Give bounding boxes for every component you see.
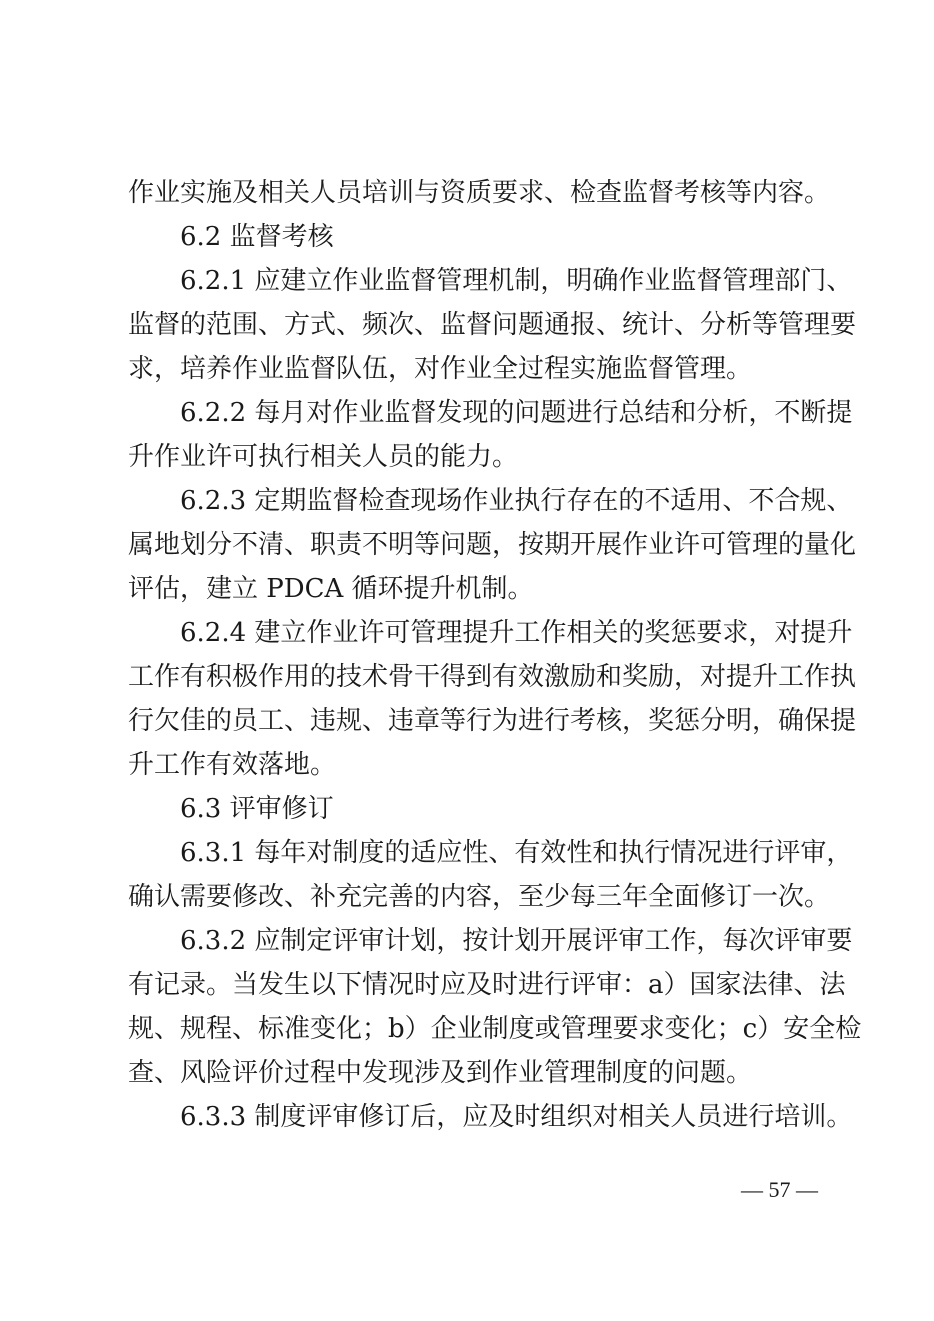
text-line	[0, 566, 934, 612]
paragraph-text: 查、风险评价过程中发现涉及到作业管理制度的问题。	[128, 1058, 753, 1088]
paragraph-text: 升工作有效落地。	[128, 750, 337, 780]
text-line	[0, 962, 934, 1008]
paragraph-text: 6.3.2 应制定评审计划，按计划开展评审工作，每次评审要	[180, 926, 853, 956]
paragraph-text: 6.3.3 制度评审修订后，应及时组织对相关人员进行培训。	[180, 1102, 853, 1132]
paragraph-text: 升作业许可执行相关人员的能力。	[128, 442, 519, 472]
text-line	[0, 346, 934, 392]
text-line	[0, 786, 934, 832]
text-line	[0, 170, 934, 216]
text-line	[0, 698, 934, 744]
text-line	[0, 918, 934, 964]
paragraph-text: 6.2.1 应建立作业监督管理机制，明确作业监督管理部门、	[180, 266, 853, 296]
paragraph-text: 6.3.1 每年对制度的适应性、有效性和执行情况进行评审，	[180, 838, 853, 868]
paragraph-text: 工作有积极作用的技术骨干得到有效激励和奖励，对提升工作执	[128, 662, 857, 692]
text-line	[0, 610, 934, 656]
paragraph-text: 属地划分不清、职责不明等问题，按期开展作业许可管理的量化	[128, 530, 857, 560]
text-line	[0, 742, 934, 788]
paragraph-text: 确认需要修改、补充完善的内容，至少每三年全面修订一次。	[128, 882, 831, 912]
text-line	[0, 258, 934, 304]
text-line	[0, 1050, 934, 1096]
section-heading-6-2: 6.2 监督考核	[180, 222, 334, 252]
paragraph-text: 有记录。当发生以下情况时应及时进行评审：a）国家法律、法	[128, 970, 846, 1000]
section-heading-6-3: 6.3 评审修订	[180, 794, 334, 824]
text-line	[0, 302, 934, 348]
paragraph-text: 评估，建立 PDCA 循环提升机制。	[128, 574, 534, 604]
paragraph-text: 6.2.3 定期监督检查现场作业执行存在的不适用、不合规、	[180, 486, 853, 516]
text-line	[0, 830, 934, 876]
paragraph-text: 6.2.2 每月对作业监督发现的问题进行总结和分析，不断提	[180, 398, 853, 428]
text-line	[0, 1006, 934, 1052]
paragraph-text: 求，培养作业监督队伍，对作业全过程实施监督管理。	[128, 354, 753, 384]
paragraph-text: 作业实施及相关人员培训与资质要求、检查监督考核等内容。	[128, 178, 831, 208]
paragraph-text: 行欠佳的员工、违规、违章等行为进行考核，奖惩分明，确保提	[128, 706, 857, 736]
paragraph-text: 规、规程、标准变化；b）企业制度或管理要求变化；c）安全检	[128, 1014, 862, 1044]
text-line	[0, 390, 934, 436]
paragraph-text: 监督的范围、方式、频次、监督问题通报、统计、分析等管理要	[128, 310, 857, 340]
text-line	[0, 654, 934, 700]
page-number: — 57 —	[741, 1177, 818, 1202]
text-line	[0, 1094, 934, 1140]
paragraph-text: 6.2.4 建立作业许可管理提升工作相关的奖惩要求，对提升	[180, 618, 853, 648]
text-line	[0, 478, 934, 524]
text-line	[0, 214, 934, 260]
text-line	[0, 874, 934, 920]
text-line	[0, 522, 934, 568]
text-line	[0, 434, 934, 480]
